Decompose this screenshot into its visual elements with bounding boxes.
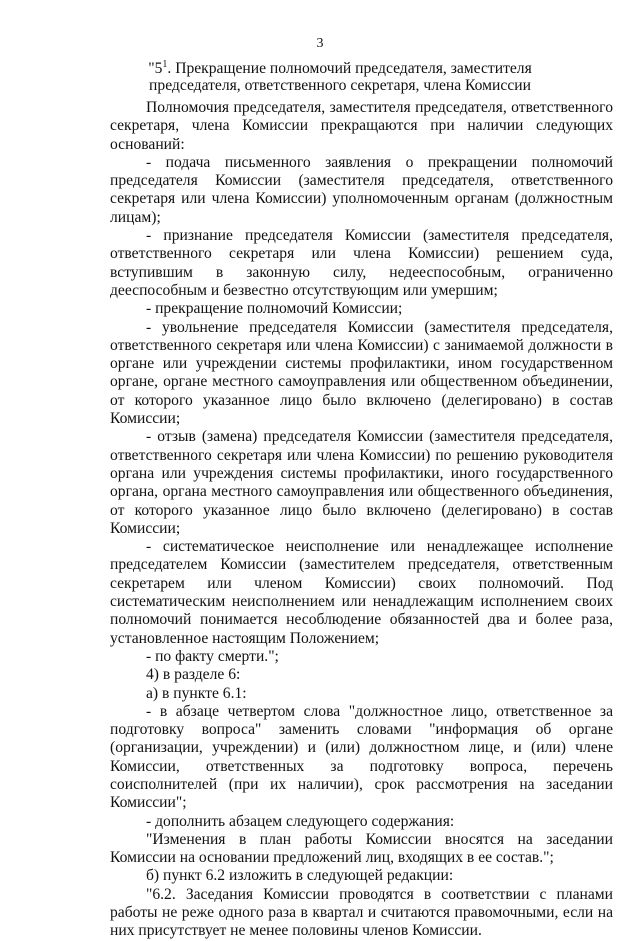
paragraph-quote: "Изменения в план работы Комиссии вносятся на заседании Комиссии на основании предложений лиц, входящих в ее состав."; (110, 830, 613, 867)
paragraph-list-item: - систематическое неисполнение или ненадлежащее исполнение председателем Комиссии (заместителем председателя, ответственным секретарем или членом Комиссии) своих полномочий. Под систематическим неисполнением или ненадлежащим исполнением своих полномочий понимается несоблюдение обязанностей два и более раза, установленное настоящим Положением; (110, 538, 613, 647)
document-body (110, 99, 613, 941)
paragraph-intro: Полномочия председателя, заместителя председателя, ответственного секретаря, члена Комиссии прекращаются при наличии следующих оснований: (110, 99, 613, 153)
section-heading-superscript: 1 (162, 58, 168, 70)
paragraph-list-item: - признание председателя Комиссии (заместителя председателя, ответственного секретаря или члена Комиссии) решением суда, вступившим в законную силу, недееспособным, ограниченно дееспособным и безвестно отсутствующим или умершим; (110, 227, 613, 299)
section-heading-prefix: "5 (148, 60, 163, 77)
paragraph-list-item: - по факту смерти."; (146, 647, 279, 665)
paragraph-list-item: - отзыв (замена) председателя Комиссии (заместителя председателя, ответственного секретаря или члена Комиссии) по решению руководителя органа или учреждения системы профилактики, иного государственного органа, органа местного самоуправления или общественного объединения, от которого указанное лицо было включено (делегировано) в состав Комиссии; (110, 428, 613, 537)
paragraph-section-ref: 4) в разделе 6: (146, 666, 241, 684)
page-number: 3 (316, 36, 324, 51)
paragraph-list-item: - прекращение полномочий Комиссии; (146, 300, 403, 318)
section-heading-text: . Прекращение полномочий председателя, заместителя председателя, ответственного секретаря, члена Комиссии (149, 60, 532, 94)
paragraph-subsection-ref: б) пункт 6.2 изложить в следующей редакции: (146, 867, 454, 885)
paragraph-list-item: - увольнение председателя Комиссии (заместителя председателя, ответственного секретаря или члена Комиссии) с занимаемой должности в органе или учреждении системы профилактики, ином государственном органе, органе местного самоуправления или общественном объединении, от которого указанное лицо было включено (делегировано) в состав Комиссии; (110, 318, 613, 428)
paragraph-list-item: - подача письменного заявления о прекращении полномочий председателя Комиссии (заместителя председателя, ответственного секретаря или члена Комиссии) уполномоченным органам (должностным лицам); (110, 153, 613, 226)
paragraph-quote: "6.2. Заседания Комиссии проводятся в соответствии с планами работы не реже одного раза в квартал и считаются правомочными, если на них присутствует не менее половины членов Комиссии. (110, 885, 613, 940)
paragraph-subsection-ref: а) в пункте 6.1: (146, 684, 247, 702)
paragraph-amendment: - в абзаце четвертом слова "должностное лицо, ответственное за подготовку вопроса" заменить словами "информация об органе (организации, учреждении) и (или) должностном лице, и (или) члене Комиссии, ответственных за подготовку вопроса, перечень соисполнителей (при их наличии), срок рассмотрения на заседании Комиссии"; (110, 702, 613, 812)
section-heading (120, 60, 560, 94)
paragraph-amendment: - дополнить абзацем следующего содержания: (146, 812, 455, 830)
